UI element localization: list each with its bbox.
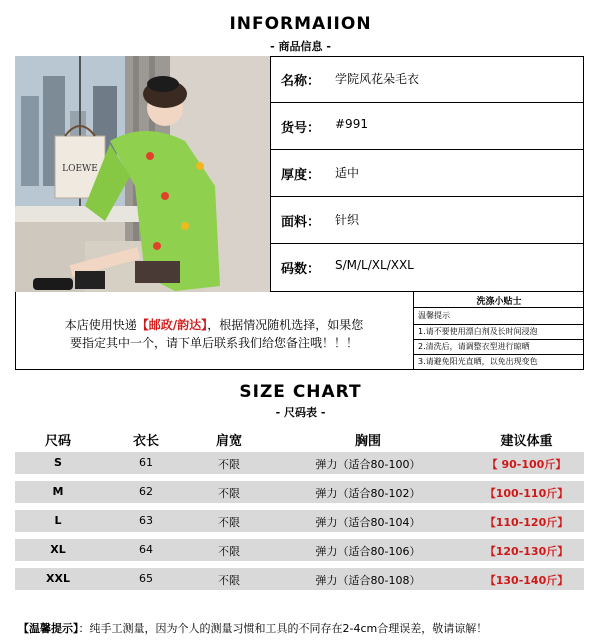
- care-tip-item: 3.请避免阳光直晒，以免出现变色: [418, 357, 538, 366]
- col-header-length: 衣长: [132, 434, 159, 449]
- field-label: 名称：: [281, 74, 321, 89]
- cell-length: 62: [139, 485, 153, 498]
- measurement-note: [18, 620, 487, 636]
- field-value: 针织: [335, 213, 360, 227]
- measurement-note-label: 【温馨提示】: [18, 622, 79, 635]
- cell-size: XXL: [46, 572, 70, 585]
- divider: [414, 307, 584, 308]
- cell-length: 64: [139, 543, 153, 556]
- cell-chest: 弹力（适合80-100）: [315, 458, 421, 471]
- info-subtitle: - 商品信息 -: [270, 40, 331, 53]
- field-label: 码数：: [281, 262, 321, 277]
- notice-line1-post: ，根据情况随机选择，如果您: [207, 318, 364, 332]
- care-tip-item: 2.清洗后，请调整衣型进行晾晒: [418, 342, 530, 351]
- care-tips-title: 洗涤小贴士: [476, 297, 522, 307]
- divider: [414, 339, 584, 340]
- care-tips: [414, 292, 584, 370]
- table-row: [15, 568, 584, 590]
- shipping-notice: [15, 292, 414, 370]
- divider: [414, 324, 584, 325]
- cell-shoulder: 不限: [218, 487, 240, 500]
- table-row: [15, 539, 584, 561]
- cell-size: M: [52, 485, 64, 498]
- cell-shoulder: 不限: [218, 516, 240, 529]
- notice-courier-highlight: 【邮政/韵达】: [136, 318, 208, 332]
- divider: [414, 354, 584, 355]
- cell-weight: 【130-140斤】: [484, 574, 569, 587]
- table-row: [15, 452, 584, 474]
- bag-brand-text: LOEWE: [62, 164, 98, 174]
- field-row-name: [271, 56, 584, 103]
- cell-shoulder: 不限: [218, 545, 240, 558]
- product-photo: [15, 56, 271, 292]
- cell-size: L: [54, 514, 62, 527]
- size-chart-subtitle: - 尺码表 -: [275, 406, 326, 419]
- cell-length: 65: [139, 572, 153, 585]
- cell-weight: 【100-110斤】: [484, 487, 569, 500]
- cell-size: XL: [50, 543, 66, 556]
- info-title: INFORMAIION: [229, 14, 372, 34]
- table-row: [15, 510, 584, 532]
- measurement-note-text: ：纯手工测量，因为个人的测量习惯和工具的不同存在2-4cm合理误差，敬请谅解！: [78, 622, 488, 635]
- field-row-sku: [271, 103, 584, 150]
- field-label: 货号：: [281, 121, 321, 136]
- cell-chest: 弹力（适合80-104）: [315, 516, 421, 529]
- table-row: [15, 481, 584, 503]
- care-tip-item: 温馨提示: [418, 311, 450, 320]
- notice-line2: 要指定其中一个，请下单后联系我们给您备注哦！！！: [69, 336, 358, 350]
- cell-weight: 【 90-100斤】: [486, 458, 567, 471]
- col-header-weight: 建议体重: [500, 434, 553, 449]
- field-value: S/M/L/XL/XXL: [335, 258, 414, 272]
- shipping-notice-text: [25, 316, 403, 352]
- size-chart-title: SIZE CHART: [239, 382, 362, 402]
- notice-line1-pre: 本店使用快递: [64, 318, 137, 332]
- field-row-fabric: [271, 197, 584, 244]
- col-header-shoulder: 肩宽: [215, 434, 242, 449]
- cell-shoulder: 不限: [218, 574, 240, 587]
- care-tip-item: 1.请不要使用漂白剂及长时间浸泡: [418, 327, 538, 336]
- cell-weight: 【110-120斤】: [484, 516, 569, 529]
- field-row-sizes: [271, 244, 584, 291]
- cell-shoulder: 不限: [218, 458, 240, 471]
- col-header-size: 尺码: [44, 434, 71, 449]
- field-label: 厚度：: [281, 168, 321, 183]
- col-header-chest: 胸围: [354, 434, 381, 449]
- field-label: 面料：: [281, 215, 321, 230]
- cell-size: S: [54, 456, 62, 469]
- cell-length: 63: [139, 514, 153, 527]
- cell-length: 61: [139, 456, 153, 469]
- product-photo-illustration: [15, 56, 271, 292]
- cell-chest: 弹力（适合80-102）: [315, 487, 421, 500]
- field-value: #991: [335, 117, 368, 131]
- field-value: 学院风花朵毛衣: [335, 72, 420, 86]
- cell-chest: 弹力（适合80-108）: [315, 574, 421, 587]
- cell-weight: 【120-130斤】: [484, 545, 569, 558]
- field-row-thickness: [271, 150, 584, 197]
- cell-chest: 弹力（适合80-106）: [315, 545, 421, 558]
- field-value: 适中: [335, 166, 360, 180]
